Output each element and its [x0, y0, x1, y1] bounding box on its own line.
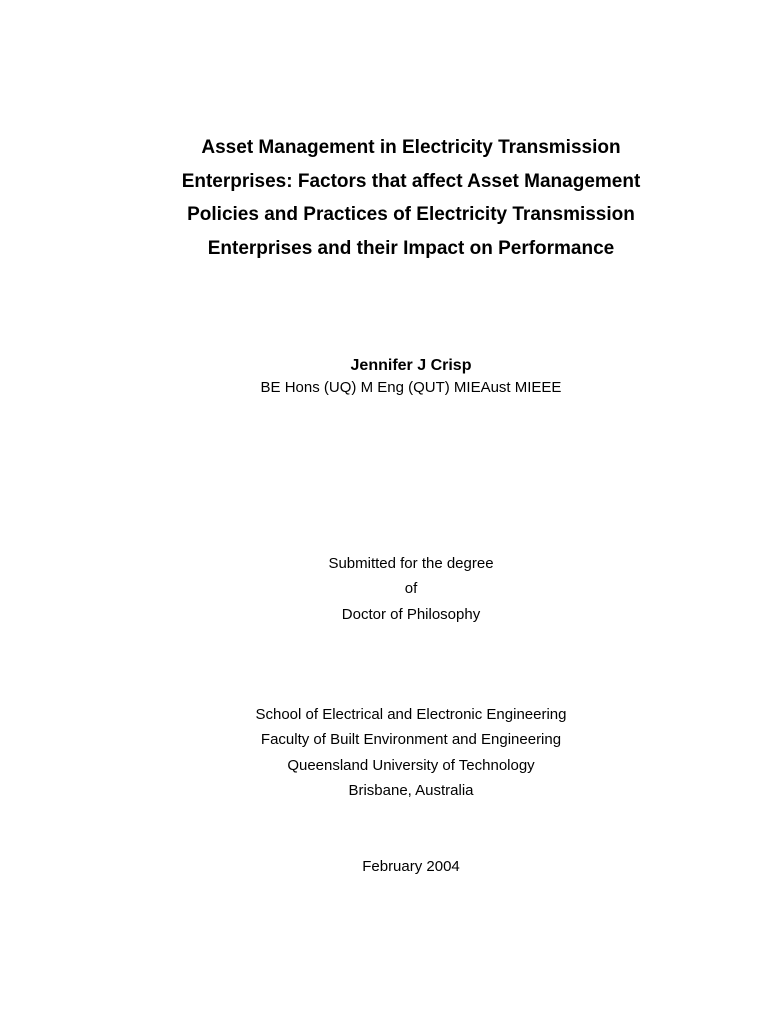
- degree-line: Submitted for the degree: [328, 555, 494, 572]
- degree-statement: [0, 551, 768, 627]
- institution-line: Faculty of Built Environment and Engineering: [260, 731, 562, 749]
- author-block: [0, 353, 768, 397]
- institution-block: [0, 702, 768, 803]
- institution-line: Queensland University of Technology: [287, 756, 535, 774]
- title-line: Enterprises and their Impact on Performance: [207, 238, 615, 260]
- institution-line: Brisbane, Australia: [348, 781, 474, 799]
- author-name: Jennifer J Crisp: [350, 357, 472, 374]
- author-qualifications: BE Hons (UQ) M Eng (QUT) MIEAust MIEEE: [260, 379, 562, 396]
- degree-line: of: [404, 580, 418, 598]
- thesis-title: [0, 131, 768, 266]
- institution-line: School of Electrical and Electronic Engineering: [255, 706, 567, 723]
- date-text: February 2004: [362, 858, 460, 875]
- title-line: Enterprises: Factors that affect Asset Management: [181, 170, 641, 192]
- degree-line: Doctor of Philosophy: [341, 605, 481, 623]
- submission-date: [0, 854, 768, 879]
- title-line: Policies and Practices of Electricity Transmission: [187, 204, 635, 226]
- title-line: Asset Management in Electricity Transmission: [201, 137, 621, 158]
